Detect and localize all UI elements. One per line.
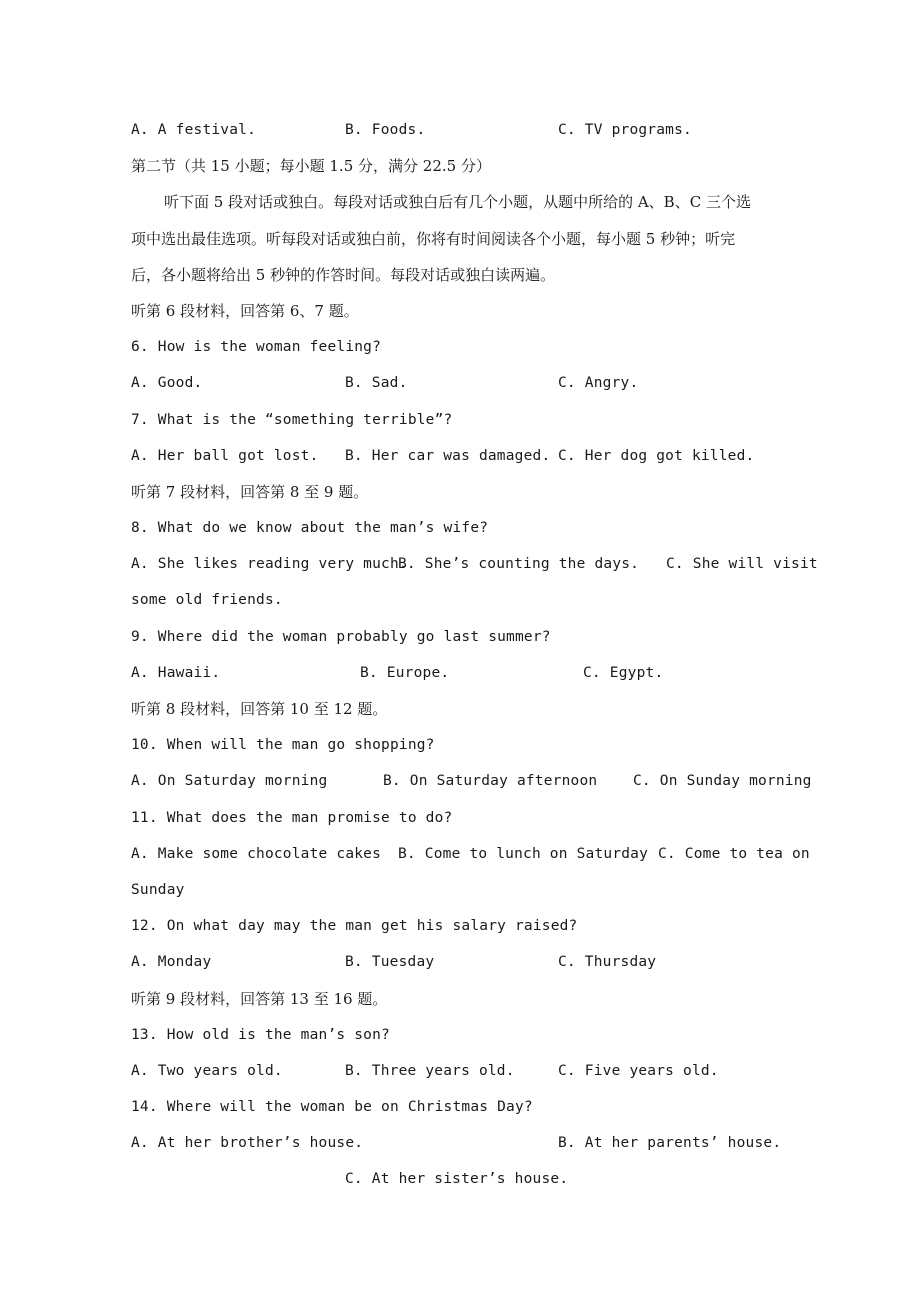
option-b: B. On Saturday afternoon xyxy=(383,773,598,790)
question-12: 12. On what day may the man get his salary raised? xyxy=(131,918,578,935)
option-a: A. Her ball got lost. xyxy=(131,447,319,464)
option-a: A. Good. xyxy=(131,375,203,392)
option-a: A. Hawaii. xyxy=(131,664,221,681)
option-b: B. Three years old. xyxy=(345,1062,515,1079)
section-heading: 第二节（共 15 小题；每小题 1.5 分，满分 22.5 分） xyxy=(131,157,491,176)
option-b: B. Her car was damaged. xyxy=(345,447,551,464)
option-a: A. Monday xyxy=(131,954,212,971)
option-a: A. At her brother’s house. xyxy=(131,1135,364,1152)
question-7-options xyxy=(131,443,811,479)
instruction-line-1: 听下面 5 段对话或独白。每段对话或独白后有几个小题，从题中所给的 A、B、C 三个选 xyxy=(164,193,751,212)
question-13-options xyxy=(131,1058,811,1094)
question-8-options xyxy=(131,551,818,587)
option-a: A. Make some chocolate cakes xyxy=(131,845,382,862)
option-b: B. At her parents’ house. xyxy=(558,1135,782,1152)
question-14-options xyxy=(131,1130,811,1166)
instruction-line-2: 项中选出最佳选项。听每段对话或独白前，你将有时间阅读各个小题，每小题 5 秒钟；听完 xyxy=(131,229,736,248)
question-11-option-c-continued: Sunday xyxy=(131,881,185,898)
material-9-header: 听第 9 段材料，回答第 13 至 16 题。 xyxy=(131,989,388,1008)
question-8: 8. What do we know about the man’s wife? xyxy=(131,520,489,537)
option-c: C. Five years old. xyxy=(558,1062,719,1079)
question-10: 10. When will the man go shopping? xyxy=(131,737,435,754)
option-b: B. Sad. xyxy=(345,375,408,392)
material-8-header: 听第 8 段材料，回答第 10 至 12 题。 xyxy=(131,700,388,718)
question-11-options xyxy=(131,841,811,877)
question-14-option-c-row xyxy=(131,1166,811,1202)
option-c: C. She will visit xyxy=(666,556,818,573)
question-11: 11. What does the man promise to do? xyxy=(131,809,453,826)
option-b: B. Tuesday xyxy=(345,954,435,971)
question-9: 9. Where did the woman probably go last summer? xyxy=(131,628,551,645)
option-b: B. Europe. xyxy=(360,664,450,681)
material-7-header: 听第 7 段材料，回答第 8 至 9 题。 xyxy=(131,482,369,501)
option-a: A. On Saturday morning xyxy=(131,773,328,790)
question-13: 13. How old is the man’s son? xyxy=(131,1026,390,1043)
question-5-options xyxy=(131,117,811,153)
option-b: B. She’s counting the days. xyxy=(398,556,640,573)
option-a: A. A festival. xyxy=(131,122,257,138)
question-9-options xyxy=(131,660,811,696)
question-12-options xyxy=(131,949,811,985)
option-c: C. Come to tea on xyxy=(658,845,810,862)
option-a: A. Two years old. xyxy=(131,1062,283,1079)
option-b: B. Foods. xyxy=(345,122,426,138)
option-b: B. Come to lunch on Saturday xyxy=(398,845,649,862)
question-6: 6. How is the woman feeling? xyxy=(131,339,382,356)
instruction-line-3: 后，各小题将给出 5 秒钟的作答时间。每段对话或独白读两遍。 xyxy=(131,265,556,284)
option-c: C. On Sunday morning xyxy=(633,773,812,790)
question-8-option-c-continued: some old friends. xyxy=(131,592,283,609)
question-10-options xyxy=(131,768,811,804)
option-c: C. Angry. xyxy=(558,375,639,392)
option-c: C. At her sister’s house. xyxy=(345,1171,569,1188)
option-c: C. TV programs. xyxy=(558,122,692,138)
option-c: C. Her dog got killed. xyxy=(558,447,755,464)
question-6-options xyxy=(131,370,811,406)
option-c: C. Egypt. xyxy=(583,664,664,681)
option-a: A. She likes reading very much. xyxy=(131,556,408,573)
question-7: 7. What is the “something terrible”? xyxy=(131,411,453,428)
option-c: C. Thursday xyxy=(558,954,657,971)
question-14: 14. Where will the woman be on Christmas Day? xyxy=(131,1099,533,1116)
exam-page xyxy=(131,117,818,1203)
material-6-header: 听第 6 段材料，回答第 6、7 题。 xyxy=(131,301,359,320)
